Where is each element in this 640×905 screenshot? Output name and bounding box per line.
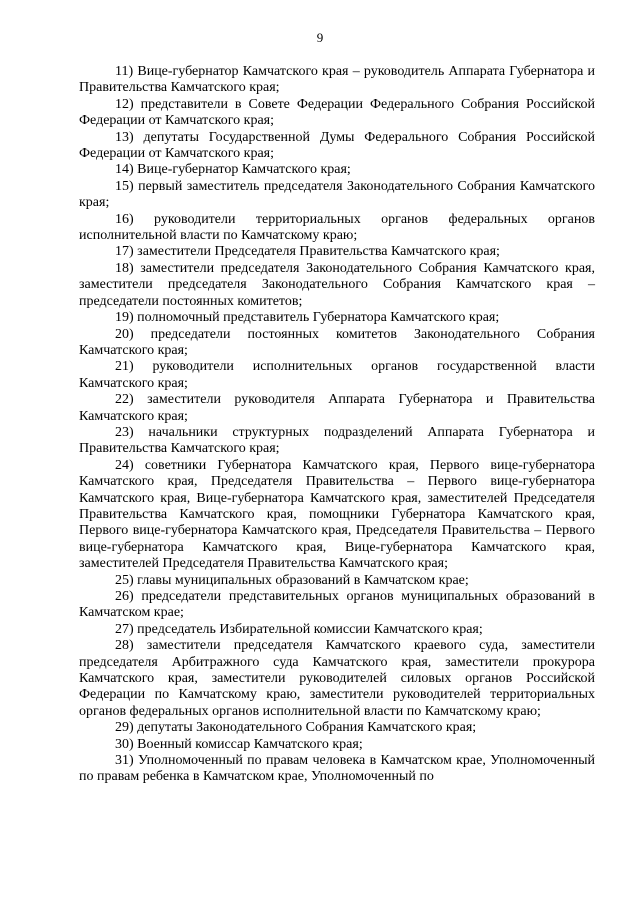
item-number: 11): [115, 64, 134, 79]
list-item: [79, 638, 595, 720]
list-item: [79, 261, 595, 310]
item-text: руководители исполнительных органов государственной власти Камчатского края;: [79, 359, 595, 391]
item-number: 17): [115, 244, 134, 260]
item-text: Уполномоченный по правам человека в Камчатском крае, Уполномоченный по правам ребенка в Камчатском крае, Уполномоченный по: [79, 753, 596, 785]
list-item: [79, 244, 595, 260]
list-item: [79, 97, 595, 130]
item-number: 25): [115, 572, 134, 588]
list-item: [79, 179, 595, 212]
list-item: [79, 212, 595, 245]
list-item: [79, 458, 595, 573]
list-item: [79, 162, 595, 178]
list-item: [79, 737, 595, 753]
list-item: [79, 64, 595, 97]
item-number: 26): [115, 589, 134, 604]
item-text: председатель Избирательной комиссии Камчатского края;: [137, 621, 483, 637]
item-number: 31): [115, 753, 134, 769]
list-item: [79, 753, 595, 786]
item-text: Военный комиссар Камчатского края;: [137, 736, 363, 752]
item-number: 19): [115, 310, 134, 326]
item-number: 28): [115, 638, 134, 654]
item-text: представители в Совете Федерации Федерального Собрания Российской Федерации от Камчатского края;: [79, 96, 596, 129]
item-number: 27): [115, 621, 134, 637]
page-number: 9: [316, 30, 324, 45]
item-number: 13): [115, 129, 134, 145]
item-text: первый заместитель председателя Законодательного Собрания Камчатского края;: [79, 178, 596, 211]
item-number: 20): [115, 326, 134, 342]
item-number: 12): [115, 96, 134, 112]
item-number: 30): [115, 736, 134, 752]
item-text: Вице-губернатор Камчатского края;: [137, 162, 351, 178]
item-number: 22): [115, 392, 134, 408]
list-item: [79, 589, 595, 622]
item-text: полномочный представитель Губернатора Камчатского края;: [137, 310, 500, 326]
list-item: [79, 720, 595, 736]
item-text: начальники структурных подразделений Аппарата Губернатора и Правительства Камчатского края;: [79, 424, 595, 457]
item-number: 16): [115, 211, 134, 227]
item-number: 15): [115, 178, 134, 194]
item-number: 18): [115, 260, 134, 276]
item-text: заместители председателя Камчатского краевого суда, заместители председателя Арбитражного суда Камчатского края, заместители прокурора Камчатского края, заместители руководителей силовых органов Российской Федерации по Камчатскому краю, заместители руководителей территориальных органов федеральных органов исполнительной власти по Камчатскому краю;: [79, 638, 596, 719]
item-text: заместители Председателя Правительства Камчатского края;: [137, 244, 500, 260]
list-item: [79, 359, 595, 392]
item-text: заместители председателя Законодательного Собрания Камчатского края, заместители председателя Законодательного Собрания Камчатского края – председатели постоянных комитетов;: [79, 260, 595, 309]
item-text: председатели постоянных комитетов Законодательного Собрания Камчатского края;: [79, 326, 595, 358]
item-number: 24): [115, 457, 134, 473]
list-item: [79, 327, 595, 360]
item-text: депутаты Законодательного Собрания Камчатского края;: [137, 720, 477, 736]
item-number: 14): [115, 162, 134, 178]
list-item: [79, 622, 595, 638]
list-item: [79, 130, 595, 163]
item-text: советники Губернатора Камчатского края, Первого вице-губернатора Камчатского края, Председателя Правительства – Первого вице-губернатора Камчатского края, Вице-губернатора Камчатского края, заместителей Председателя Правительства Камчатского края, помощники Губернатора Камчатского края, Первого вице-губернатора Камчатского края, Председателя Правительства – Первого вице-губернатора Камчатского края, Вице-губернатора Камчатского края, заместителей Председателя Правительства Камчатского края;: [79, 457, 596, 572]
item-text: председатели представительных органов муниципальных образований в Камчатском крае;: [79, 589, 596, 621]
list-item: [79, 573, 595, 589]
item-number: 21): [115, 359, 134, 375]
item-text: Вице-губернатор Камчатского края – руководитель Аппарата Губернатора и Правительства Камчатского края;: [79, 64, 595, 96]
item-number: 23): [115, 424, 134, 440]
item-text: руководители территориальных органов федеральных органов исполнительной власти по Камчатскому краю;: [79, 211, 595, 244]
list-item: [79, 310, 595, 326]
item-text: депутаты Государственной Думы Федерального Собрания Российской Федерации от Камчатского края;: [79, 129, 595, 162]
item-text: главы муниципальных образований в Камчатском крае;: [137, 572, 469, 588]
item-number: 29): [115, 720, 134, 736]
list-item: [79, 392, 595, 425]
list-body: [79, 64, 595, 786]
list-item: [79, 425, 595, 458]
item-text: заместители руководителя Аппарата Губернатора и Правительства Камчатского края;: [79, 392, 596, 424]
